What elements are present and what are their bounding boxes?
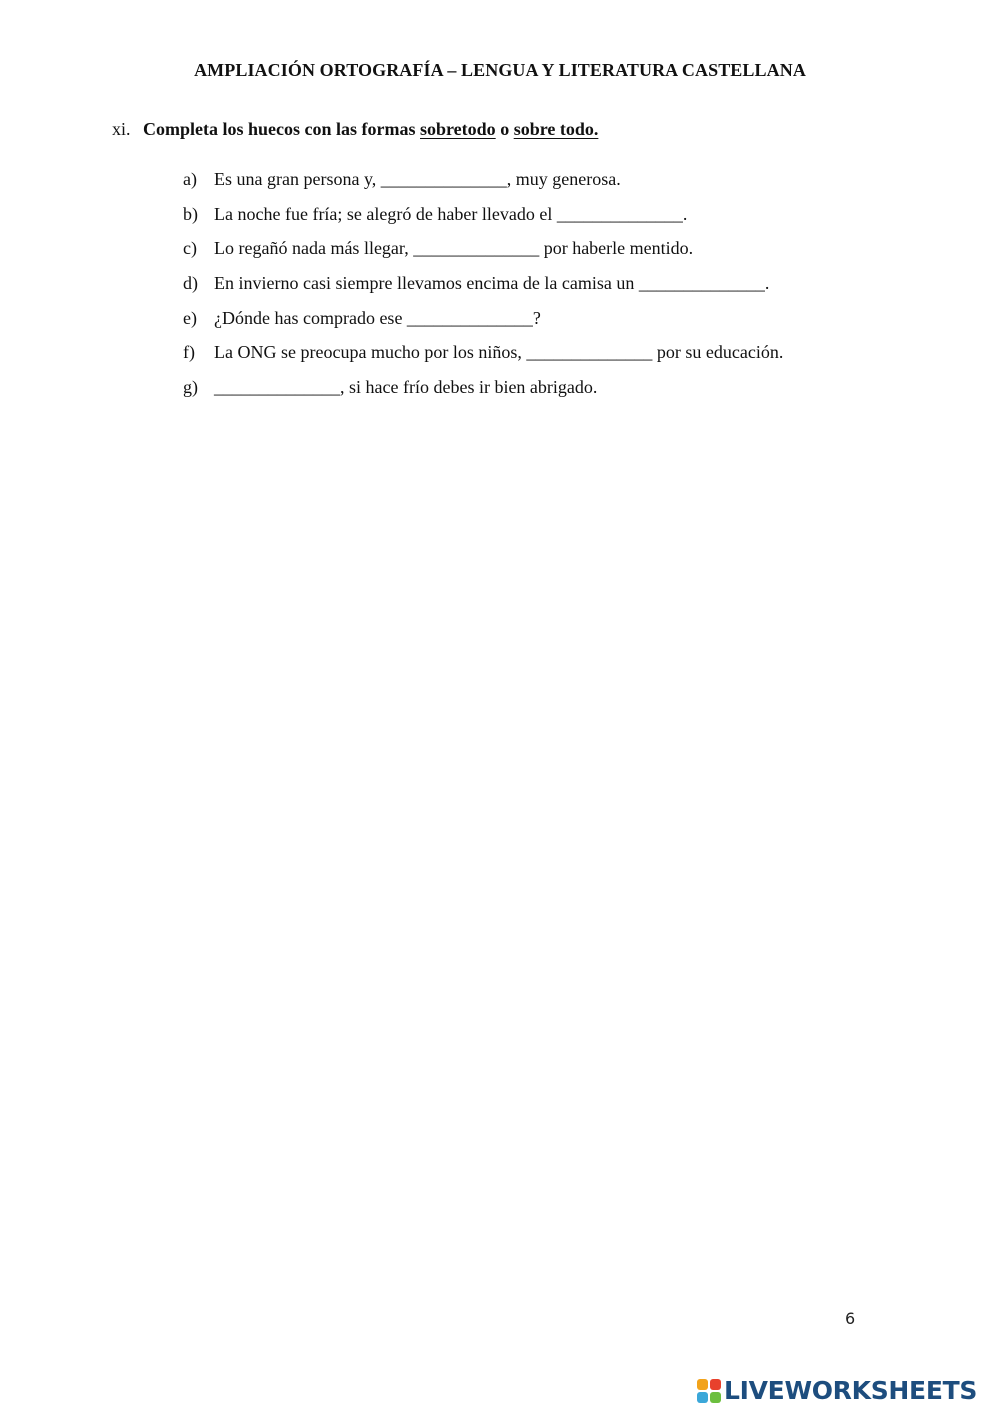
page-number: 6 — [845, 1309, 856, 1328]
item-letter: d) — [183, 273, 198, 294]
item-sentence[interactable]: Es una gran persona y, ______________, muy generosa. — [214, 169, 621, 189]
item-sentence[interactable]: Lo regañó nada más llegar, ______________ por haberle mentido. — [214, 238, 694, 259]
list-item — [183, 234, 783, 269]
brand-name: LIVEWORKSHEETS — [724, 1376, 978, 1405]
form-sobre-todo: sobre todo. — [513, 119, 599, 139]
item-sentence[interactable]: ¿Dónde has comprado ese ______________? — [214, 307, 541, 328]
list-item — [183, 373, 783, 408]
form-sobretodo: sobretodo — [420, 119, 496, 139]
item-sentence[interactable]: ______________, si hace frío debes ir bien abrigado. — [214, 377, 598, 398]
exercise-number: xi. — [112, 119, 131, 139]
item-letter: b) — [183, 203, 198, 224]
item-sentence[interactable]: La noche fue fría; se alegró de haber llevado el ______________. — [214, 203, 688, 224]
item-sentence[interactable]: En invierno casi siempre llevamos encima de la camisa un ______________. — [214, 273, 770, 294]
liveworksheets-brand[interactable] — [697, 1376, 977, 1405]
list-item — [183, 269, 783, 304]
item-letter: a) — [183, 169, 197, 189]
page-title: AMPLIACIÓN ORTOGRAFÍA – LENGUA Y LITERATURA CASTELLANA — [194, 60, 806, 80]
list-item — [183, 304, 783, 339]
item-letter: c) — [183, 238, 197, 259]
item-letter: f) — [183, 342, 195, 363]
list-item — [183, 165, 783, 200]
item-sentence[interactable]: La ONG se preocupa mucho por los niños, ______________ por su educación. — [214, 342, 784, 363]
exercise-items-list — [183, 165, 783, 408]
item-letter: g) — [183, 377, 198, 398]
exercise-instruction — [112, 119, 598, 140]
item-letter: e) — [183, 307, 197, 328]
liveworksheets-logo-icon — [697, 1379, 721, 1403]
instruction-text: Completa los huecos con las formas sobretodo o sobre todo. — [143, 119, 599, 139]
list-item — [183, 200, 783, 235]
list-item — [183, 338, 783, 373]
